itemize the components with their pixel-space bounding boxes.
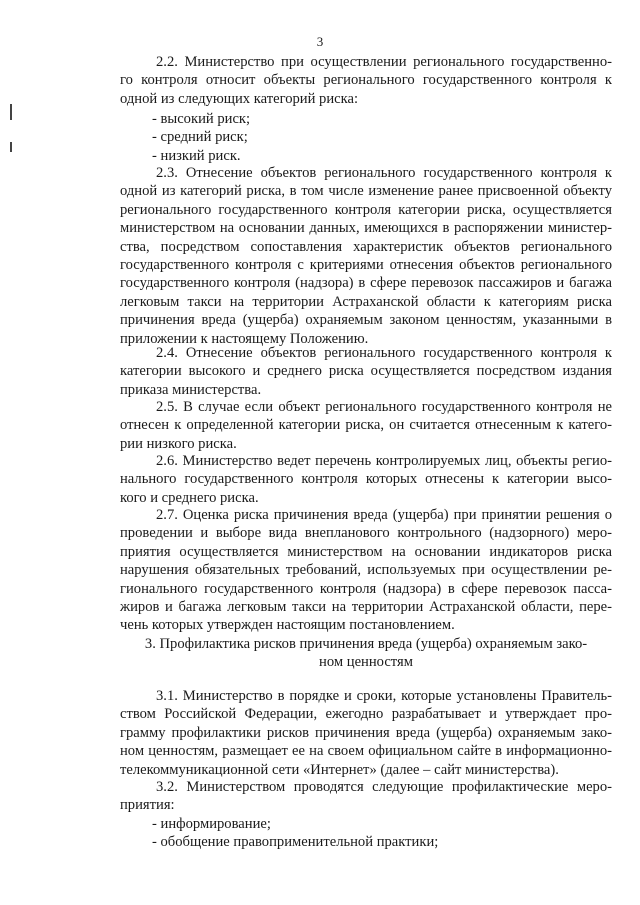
text-line: 2.6. Министерство ведет перечень контролируемых лиц, объекты регио-: [156, 453, 612, 469]
text-line: ном ценностям, размещает ее на своем официальном сайте в информационно-: [120, 743, 612, 760]
page-number: 3: [316, 34, 324, 49]
list-item: - средний риск;: [152, 129, 248, 146]
heading-line: 3. Профилактика рисков причинения вреда (ущерба) охраняемым зако-: [144, 636, 588, 652]
text-line: нарушения обязательных требований, используемых при осуществлении ре-: [120, 562, 612, 579]
paragraph-2-5: [120, 398, 612, 453]
text-line: телекоммуникационной сети «Интернет» (далее – сайт министерства).: [120, 761, 559, 778]
text-line: ства, посредством сопоставления характеристик объектов регионального: [120, 238, 612, 255]
text-line: 3.2. Министерством проводятся следующие профилактические меро-: [156, 779, 612, 795]
risk-category-list: [120, 110, 612, 165]
list-item: - высокий риск;: [152, 111, 251, 127]
text-line: регионального государственного контроля категории риска, осуществляется: [120, 201, 612, 218]
heading-line: ном ценностям: [319, 654, 413, 671]
list-item: - информирование;: [152, 816, 271, 832]
text-line: причинения вреда (ущерба) охраняемым законом ценностям, указанными в: [120, 312, 612, 329]
margin-mark: [10, 104, 12, 120]
measures-list: [120, 815, 612, 852]
text-line: одной из категорий риска, в том числе изменение ранее присвоенной объекту: [120, 183, 612, 200]
paragraph-2-6: [120, 452, 612, 507]
text-line: чень которых утвержден настоящим постановлением.: [120, 617, 455, 634]
text-line: гионального государственного контроля (надзора) в сфере перевозок пасса-: [120, 580, 612, 597]
paragraph-2-4: [120, 344, 612, 399]
section-3-heading: [120, 635, 612, 672]
text-line: кого и среднего риска.: [120, 489, 259, 506]
text-line: 3.1. Министерство в порядке и сроки, которые установлены Правитель-: [156, 688, 612, 704]
text-line: проведении и выборе вида внепланового контрольного (надзорного) меро-: [120, 525, 612, 542]
text-line: 2.7. Оценка риска причинения вреда (ущерба) при принятии решения о: [156, 507, 612, 523]
text-line: категории высокого и среднего риска осуществляется посредством издания: [120, 363, 612, 380]
text-line: 2.4. Отнесение объектов регионального государственного контроля к: [156, 345, 612, 361]
paragraph-2-3: [120, 164, 612, 348]
text-line: грамму профилактики рисков причинения вреда (ущерба) охраняемым зако-: [120, 724, 612, 741]
list-item: - низкий риск.: [152, 147, 241, 164]
margin-mark: [10, 142, 12, 152]
text-line: приятия:: [120, 797, 175, 814]
text-line: отнесен к определенной категории риска, он считается отнесенным к катего-: [120, 417, 612, 434]
text-line: 2.3. Отнесение объектов регионального государственного контроля к: [156, 165, 612, 181]
text-line: 2.2. Министерство при осуществлении регионального государственно-: [156, 54, 612, 70]
text-line: 2.5. В случае если объект регионального государственного контроля не: [156, 399, 612, 415]
text-line: жиров и багажа легковым такси на территории Астраханской области, пере-: [120, 598, 612, 615]
text-line: легковым такси на территории Астраханской области к категориям риска: [120, 293, 612, 310]
text-line: одной из следующих категорий риска:: [120, 90, 359, 107]
text-line: приложении к настоящему Положению.: [120, 330, 369, 347]
paragraph-2-7: [120, 506, 612, 635]
list-item: - обобщение правоприменительной практики;: [152, 834, 439, 851]
paragraph-3-1: [120, 687, 612, 779]
text-line: приказа министерства.: [120, 381, 262, 398]
paragraph-3-2: [120, 778, 612, 815]
text-line: приятия осуществляется министерством на основании индикаторов риска: [120, 543, 612, 560]
text-line: министерством на основании данных, имеющихся в распоряжении министер-: [120, 220, 612, 237]
text-line: государственного контроля (надзора) в сфере перевозок пассажиров и багажа: [120, 275, 612, 292]
text-line: нального государственного контроля которых отнесены к категории высо-: [120, 471, 612, 488]
text-line: государственного контроля с критериями отнесения объектов регионального: [120, 256, 612, 273]
paragraph-2-2: [120, 53, 612, 108]
text-line: ством Российской Федерации, ежегодно разрабатывает и утверждает про-: [120, 706, 612, 723]
text-line: рии низкого риска.: [120, 435, 237, 452]
text-line: го контроля относит объекты регионального государственного контроля к: [120, 72, 612, 89]
